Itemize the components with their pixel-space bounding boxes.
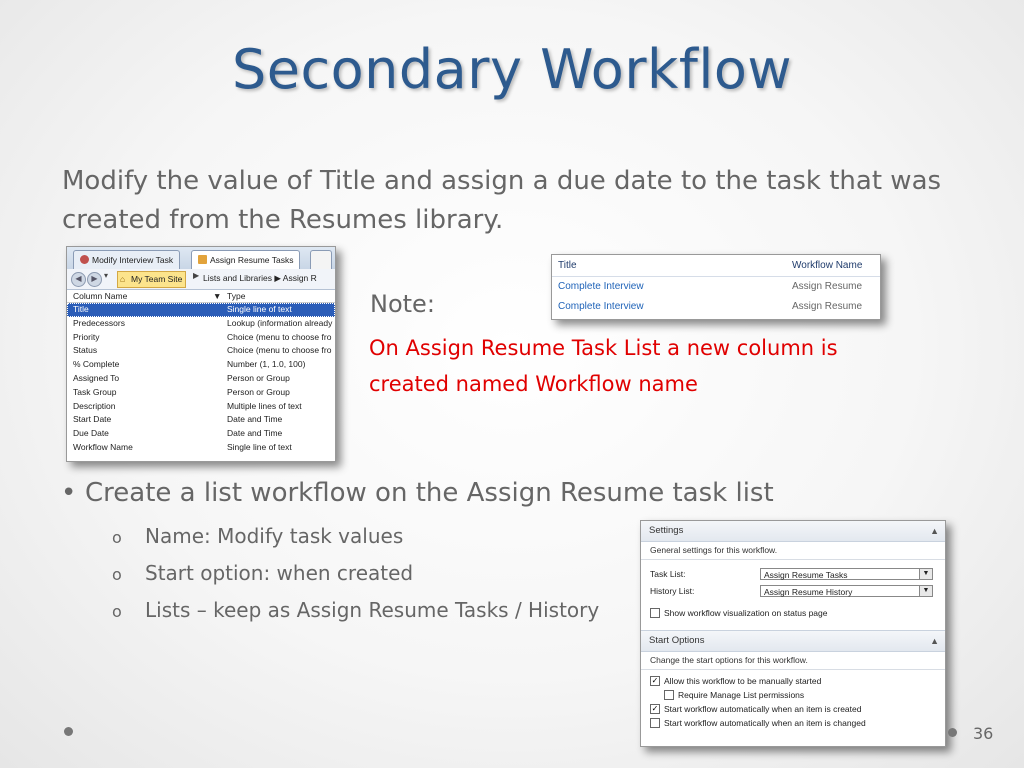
title-header[interactable]: Title [558, 260, 577, 271]
start-options-description: Change the start options for this workflow. [641, 652, 945, 670]
dropdown-arrow-icon[interactable]: ▼ [919, 569, 932, 579]
history-list-select[interactable]: Assign Resume History ▼ [760, 585, 933, 597]
note-heading: Note: [370, 290, 435, 318]
task-title-link[interactable]: Complete Interview [558, 301, 644, 312]
workflow-name-cell: Assign Resume [792, 301, 863, 312]
sub-bullet: o Name: Modify task values [112, 524, 404, 548]
sub-bullet: o Lists – keep as Assign Resume Tasks / History [112, 598, 600, 622]
circle-bullet-icon: o [112, 565, 122, 584]
workflow-name-header[interactable]: Workflow Name [792, 260, 863, 271]
start-on-create-row: ✓ Start workflow automatically when an item is created [651, 704, 862, 714]
column-row[interactable]: Task Group Person or Group [73, 386, 290, 397]
footer-dot-icon [64, 727, 73, 736]
column-row[interactable]: Assigned To Person or Group [73, 372, 290, 383]
column-row[interactable]: Due Date Date and Time [73, 428, 283, 439]
address-bar [67, 269, 335, 290]
tab-assign-resume-tasks[interactable]: Assign Resume Tasks [191, 250, 300, 269]
sort-down-icon[interactable]: ▼ [213, 291, 222, 301]
breadcrumb-lists[interactable]: Lists and Libraries ▶ Assign R [203, 273, 317, 283]
new-tab-button[interactable] [310, 250, 332, 269]
column-name-header[interactable]: Column Name [73, 291, 128, 301]
settings-section-header[interactable]: Settings ▲ [641, 521, 945, 542]
collapse-icon[interactable]: ▲ [930, 636, 939, 646]
column-row[interactable]: Title Single line of text [67, 303, 335, 317]
task-list-header [552, 255, 880, 277]
intro-text: Modify the value of Title and assign a due date to the task that was created from the Resumes library. [62, 166, 942, 235]
footer-dot-icon [948, 728, 957, 737]
column-row[interactable]: % Complete Number (1, 1.0, 100) [73, 359, 306, 370]
start-options-section-header[interactable]: Start Options ▲ [641, 630, 945, 652]
dropdown-arrow-icon[interactable]: ▼ [919, 586, 932, 596]
note-text: On Assign Resume Task List a new column is created named Workflow name [369, 336, 838, 396]
start-on-create-checkbox[interactable]: ✓ [651, 704, 659, 713]
task-list-row [641, 566, 945, 583]
task-row [552, 297, 880, 317]
sub-bullet: o Start option: when created [112, 561, 414, 585]
show-visualization-checkbox[interactable] [650, 608, 660, 618]
type-header[interactable]: Type [227, 291, 246, 301]
breadcrumb-site[interactable]: ⌂ My Team Site [117, 271, 186, 288]
main-bullet: • Create a list workflow on the Assign Resume task list [61, 478, 774, 508]
dropdown-icon[interactable]: ▾ [104, 271, 109, 280]
start-on-change-checkbox[interactable] [650, 718, 660, 728]
page-number: 36 [973, 724, 994, 743]
bullet-dot-icon: • [61, 478, 77, 508]
forward-icon[interactable]: ▶ [87, 272, 102, 287]
slide-title: Secondary Workflow [231, 38, 793, 101]
browser-tabs [67, 247, 335, 269]
workflow-icon [80, 255, 89, 264]
column-row[interactable]: Status Choice (menu to choose fro [73, 345, 332, 356]
list-icon [198, 255, 207, 264]
require-permissions-checkbox[interactable] [664, 690, 674, 700]
task-title-link[interactable]: Complete Interview [558, 281, 644, 292]
require-permissions-row: Require Manage List permissions [641, 688, 945, 702]
tab-modify-interview-task[interactable]: Modify Interview Task [73, 250, 180, 269]
settings-description: General settings for this workflow. [641, 542, 945, 560]
task-list-label: Task List: [650, 569, 686, 579]
history-list-label: History List: [650, 586, 695, 596]
show-visualization-row: Show workflow visualization on status page [641, 606, 945, 620]
column-row[interactable]: Priority Choice (menu to choose fro [73, 331, 332, 342]
circle-bullet-icon: o [112, 528, 122, 547]
collapse-icon[interactable]: ▲ [930, 526, 939, 536]
column-header-row [67, 290, 335, 303]
column-list-screenshot [66, 246, 336, 462]
manual-start-checkbox[interactable]: ✓ [651, 676, 659, 685]
back-icon[interactable]: ◀ [71, 272, 86, 287]
column-row[interactable]: Description Multiple lines of text [73, 400, 302, 411]
task-list-screenshot [551, 254, 881, 320]
column-row[interactable]: Workflow Name Single line of text [73, 441, 292, 452]
task-list-select[interactable]: Assign Resume Tasks ▼ [760, 568, 933, 580]
history-list-row [641, 583, 945, 600]
start-on-change-row: Start workflow automatically when an item is changed [641, 716, 945, 730]
workflow-settings-screenshot [640, 520, 946, 747]
column-row[interactable]: Start Date Date and Time [73, 414, 283, 425]
workflow-name-cell: Assign Resume [792, 281, 863, 292]
manual-start-row: ✓ Allow this workflow to be manually started [651, 676, 822, 686]
chevron-right-icon: ▶ [193, 271, 200, 280]
circle-bullet-icon: o [112, 602, 122, 621]
column-row[interactable]: Predecessors Lookup (information already [73, 317, 333, 328]
task-row [552, 277, 880, 297]
